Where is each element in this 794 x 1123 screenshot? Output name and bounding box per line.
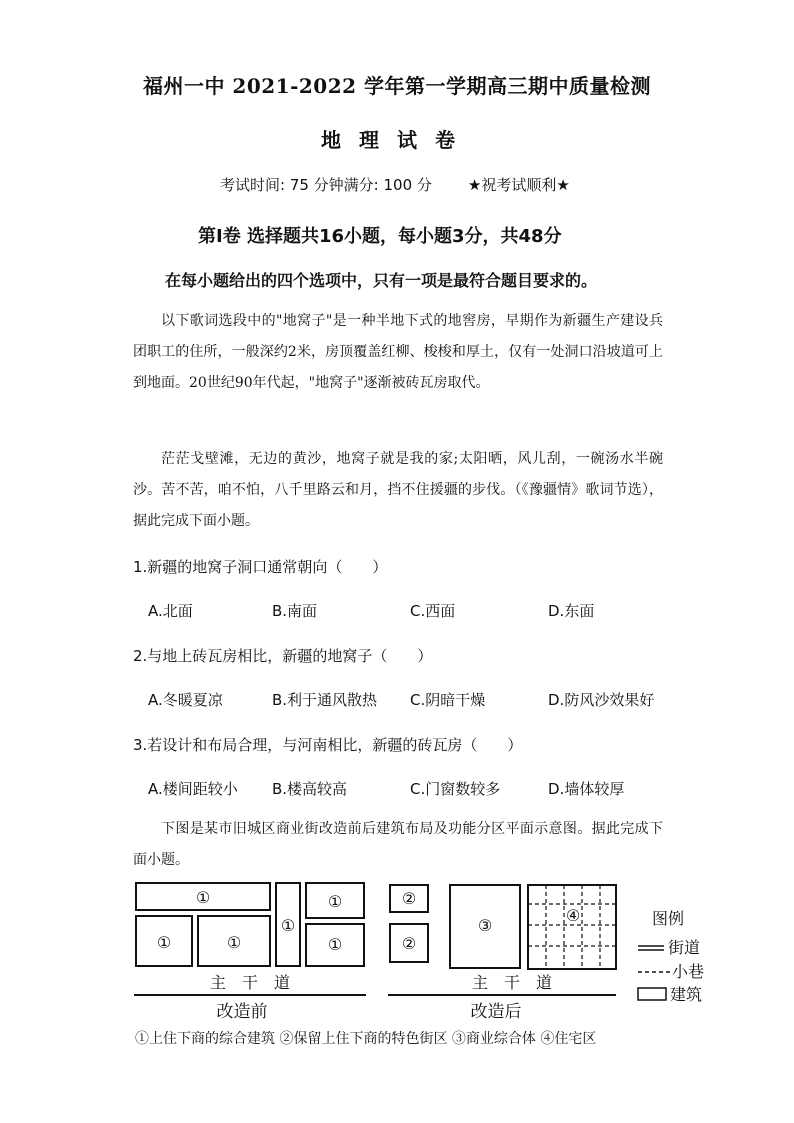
mark-2: ② <box>401 889 417 908</box>
exam-wish: ★祝考试顺利★ <box>467 176 570 194</box>
q2-option-c[interactable]: C.阴暗干燥 <box>410 691 486 709</box>
road-label-before: 主 干 道 <box>209 973 291 992</box>
legend-alley: 小巷 <box>672 962 705 981</box>
q3-option-d[interactable]: D.墙体较厚 <box>548 780 625 798</box>
mark-2: ② <box>401 934 417 953</box>
q2-option-a[interactable]: A.冬暖夏凉 <box>148 691 223 709</box>
q3-option-b[interactable]: B.楼高较高 <box>272 780 348 798</box>
mark-4: ④ <box>565 906 581 925</box>
mark-3: ③ <box>477 916 493 935</box>
mark-1: ① <box>327 935 343 954</box>
after-label: 改造后 <box>470 1002 522 1022</box>
mark-1: ① <box>327 892 343 911</box>
before-marks <box>157 888 342 954</box>
mark-1: ① <box>156 933 172 952</box>
q1-option-c[interactable]: C.西面 <box>410 602 456 620</box>
question-1-stem: 1.新疆的地窝子洞口通常朝向（ ） <box>133 558 388 576</box>
mark-1: ① <box>195 888 211 907</box>
passage-diagram-intro: 下图是某市旧城区商业街改造前后建筑布局及功能分区平面示意图。据此完成下面小题。 <box>133 821 663 868</box>
mark-1: ① <box>226 933 242 952</box>
section-heading: 第Ⅰ卷 选择题共16小题，每小题3分，共48分 <box>198 226 562 247</box>
exam-title: 福州一中 2021-2022 学年第一学期高三期中质量检测 <box>142 74 652 98</box>
q2-option-b[interactable]: B.利于通风散热 <box>272 691 378 709</box>
legend-building: 建筑 <box>670 985 703 1004</box>
q2-option-d[interactable]: D.防风沙效果好 <box>548 691 655 709</box>
q1-option-b[interactable]: B.南面 <box>272 602 318 620</box>
mark-1: ① <box>280 916 296 935</box>
q3-option-c[interactable]: C.门窗数较多 <box>410 780 501 798</box>
before-label: 改造前 <box>216 1002 268 1022</box>
diagram-caption: ①上住下商的综合建筑 ②保留上住下商的特色街区 ③商业综合体 ④住宅区 <box>135 1031 597 1047</box>
passage-dwz: 以下歌词选段中的"地窝子"是一种半地下式的地窖房，早期作为新疆生产建设兵团职工的住所，一般深约2米，房顶覆盖红柳、梭梭和厚土，仅有一处洞口沿坡道可上到地面。20世纪90年代起，"地窝子"逐渐被砖瓦房取代。 <box>133 313 663 391</box>
question-3-stem: 3.若设计和布局合理，与河南相比，新疆的砖瓦房（ ） <box>133 736 523 754</box>
passage-lyrics: 茫茫戈壁滩，无边的黄沙，地窝子就是我的家;太阳晒，风儿刮，一碗汤水半碗沙。苦不苦，咱不怕，八千里路云和月，挡不住援疆的步伐。（《豫疆情》歌词节选），据此完成下面小题。 <box>133 451 663 529</box>
q3-option-a[interactable]: A.楼间距较小 <box>148 780 238 798</box>
after-block-4 <box>528 885 616 969</box>
question-2-stem: 2.与地上砖瓦房相比，新疆的地窝子（ ） <box>133 647 433 665</box>
section-instruction: 在每小题给出的四个选项中，只有一项是最符合题目要求的。 <box>165 271 598 290</box>
exam-info <box>220 174 570 195</box>
legend-street: 街道 <box>668 938 701 957</box>
road-label-after: 主 干 道 <box>471 973 553 992</box>
street-layout-diagram <box>130 878 720 1028</box>
q1-option-a[interactable]: A.北面 <box>148 602 193 620</box>
exam-time: 考试时间: 75 分钟满分: 100 分 <box>220 176 432 194</box>
after-alleys <box>528 885 616 969</box>
exam-subtitle: 地理试卷 <box>321 128 473 152</box>
legend-building-symbol <box>638 988 666 1000</box>
legend-title: 图例 <box>651 909 685 928</box>
q1-option-d[interactable]: D.东面 <box>548 602 595 620</box>
